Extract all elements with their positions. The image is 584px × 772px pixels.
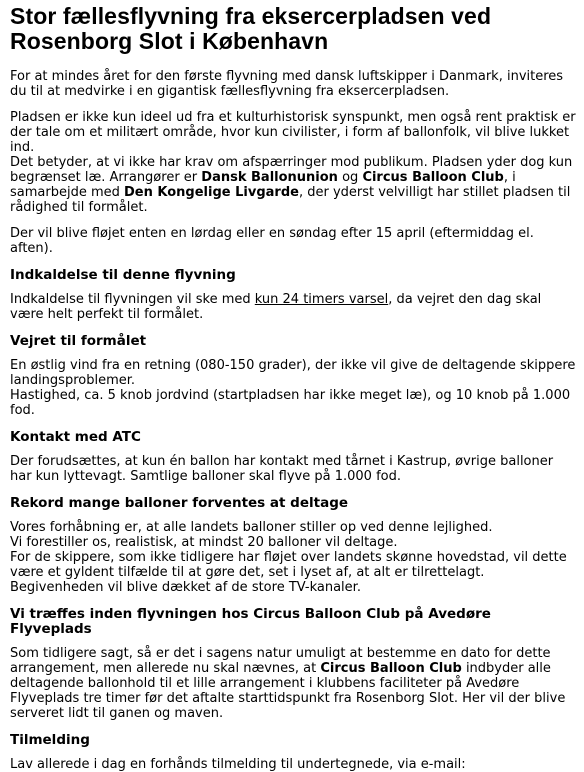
record-line-2: Vi forestiller os, realistisk, at mindst 20 balloner vil deltage. [10,535,398,550]
atc-paragraph: Der forudsættes, at kun én ballon har kontakt med tårnet i Kastrup, øvrige balloner har kun lyttevagt. Samtlige balloner skal flyve på 1.000 fod. [10,454,554,484]
heading-call: Indkaldelse til denne flyvning [10,267,236,283]
heading-signup: Tilmelding [10,732,90,748]
place-line-2: Det betyder, at vi ikke har krav om afspærringer mod publikum. Pladsen yder dog kun begrænset læ. Arrangører er Dansk Ballonunion og Circus Balloon Club, i samarbejde med Den Kongelige Livgarde, der yderst velvilligt har stillet pladsen til rådighed til formålet. [10,155,573,215]
article [0,4,576,772]
record-line-3: For de skippere, som ikke tidligere har fløjet over landets skønne hovedstad, vil dette være et gyldent tilfælde til at gøre det, set i lyset af, at alt er tilrettelagt. [10,550,567,580]
date-paragraph: Der vil blive fløjet enten en lørdag eller en søndag efter 15 april (eftermiddag el. aften). [10,226,534,256]
place-paragraph [10,110,576,215]
call-paragraph: Indkaldelse til flyvningen vil ske med kun 24 timers varsel, da vejret den dag skal være helt perfekt til formålet. [10,292,542,322]
notice-link[interactable]: kun 24 timers varsel [254,292,389,307]
weather-line-1: En østlig vind fra en retning (080-150 grader), der ikke vil give de deltagende skippere landingsproblemer. [10,358,576,388]
meet-paragraph: Som tidligere sagt, så er det i sagens natur umuligt at bestemme en dato for dette arrangement, men allerede nu skal nævnes, at Circus Balloon Club indbyder alle deltagende ballonhold til et lille arrangement i klubbens faciliteter på Avedøre Flyveplads tre timer før det aftalte starttidspunkt fra Rosenborg Slot. Her vil der blive serveret lidt til ganen og maven. [10,646,566,721]
org-den-kongelige-livgarde: Den Kongelige Livgarde [124,185,299,200]
heading-record: Rekord mange balloner forventes at deltage [10,495,349,511]
heading-meet: Vi træffes inden flyvningen hos Circus Balloon Club på Avedøre Flyveplads [10,606,491,637]
weather-paragraph [10,358,576,418]
signup-paragraph: Lav allerede i dag en forhånds tilmelding til undertegnede, via e-mail: [10,757,466,772]
place-line-1: Pladsen er ikke kun ideel ud fra et kulturhistorisk synspunkt, men også rent praktisk er der tale om et militært område, hvor kun civilister, i form af ballonfolk, vil blive lukket ind. [10,110,576,155]
weather-line-2: Hastighed, ca. 5 knob jordvind (startpladsen har ikke meget læ), og 10 knob på 1.000 fod. [10,388,571,418]
org-circus-balloon-club: Circus Balloon Club [362,170,504,185]
heading-weather: Vejret til formålet [10,333,147,349]
record-line-1: Vores forhåbning er, at alle landets balloner stiller op ved denne lejlighed. [10,520,493,535]
heading-atc: Kontakt med ATC [10,429,141,445]
org-dansk-ballonunion: Dansk Ballonunion [201,170,338,185]
club-name: Circus Balloon Club [320,661,462,676]
page-title: Stor fællesflyvning fra eksercerpladsen ved Rosenborg Slot i København [10,3,492,54]
record-line-4: Begivenheden vil blive dækket af de store TV-kanaler. [10,580,361,595]
intro-paragraph: For at mindes året for den første flyvning med dansk luftskipper i Danmark, inviteres du til at medvirke i en gigantisk fællesflyvning fra eksercerpladsen. [10,69,564,99]
record-paragraph [10,520,576,595]
